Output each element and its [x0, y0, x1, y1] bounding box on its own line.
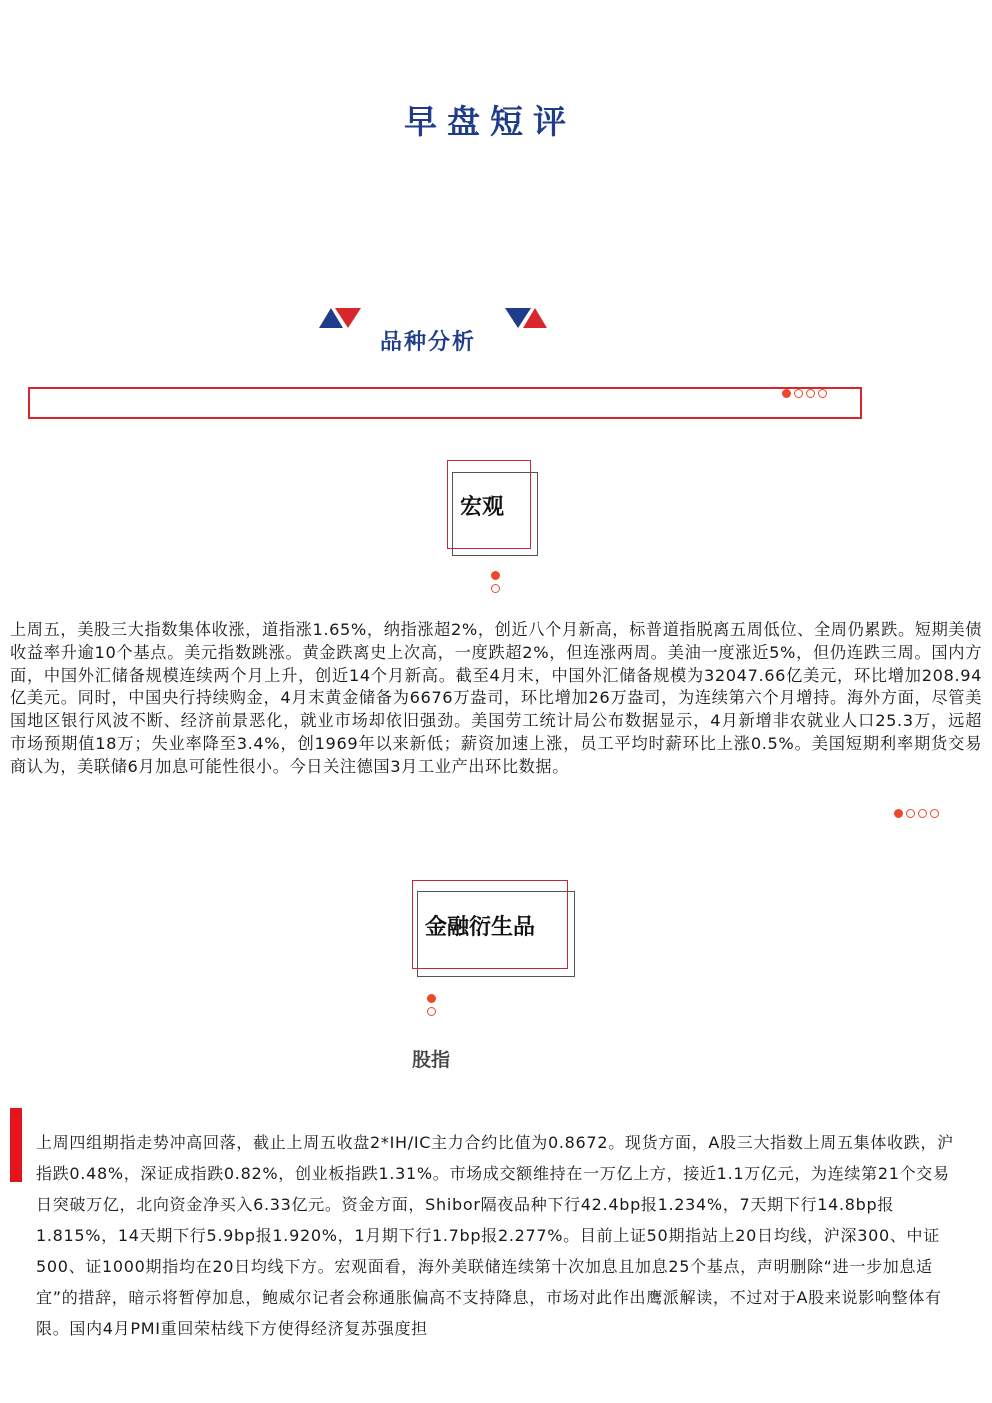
section-divider-bar	[28, 387, 862, 419]
derivatives-dots-icon	[427, 994, 436, 1016]
stock-index-paragraph: 上周四组期指走势冲高回落，截止上周五收盘2*IH/IC主力合约比值为0.8672。现货方面，A股三大指数上周五集体收跌，沪指跌0.48%，深证成指跌0.82%，创业板指跌1.31%。市场成交额维持在一万亿上方，接近1.1万亿元，为连续第21个交易日突破万亿，北向资金净买入6.33亿元。资金方面，Shibor隔夜品种下行42.4bp报1.234%，7天期下行14.8bp报1.815%，14天期下行5.9bp报1.920%，1月期下行1.7bp报2.277%。目前上证50期指站上20日均线，沪深300、中证500、证1000期指均在20日均线下方。宏观面看，海外美联储连续第十次加息且加息25个基点，声明删除“进一步加息适宜”的措辞，暗示将暂停加息，鲍威尔记者会称通胀偏高不支持降息，市场对此作出鹰派解读，不过对于A股来说影响整体有限。国内4月PMI重回荣枯线下方使得经济复苏强度担	[36, 1133, 954, 1338]
section-title: 品种分析	[380, 330, 477, 355]
macro-paragraph: 上周五，美股三大指数集体收涨，道指涨1.65%，纳指涨超2%，创近八个月新高，标普道指脱离五周低位、全周仍累跌。短期美债收益率升逾10个基点。美元指数跳涨。黄金跌离史上次高，一度跌超2%，但连涨两周。美油一度涨近5%，但仍连跌三周。国内方面，中国外汇储备规模连续两个月上升，创近14个月新高。截至4月末，中国外汇储备规模为32047.66亿美元，环比增加208.94亿美元。同时，中国央行持续购金，4月末黄金储备为6676万盎司，环比增加26万盎司，为连续第六个月增持。海外方面，尽管美国地区银行风波不断、经济前景恶化，就业市场却依旧强劲。美国劳工统计局公布数据显示，4月新增非农就业人口25.3万，远超市场预期值18万；失业率降至3.4%，创1969年以来新低；薪资加速上涨，员工平均时薪环比上涨0.5%。美国短期利率期货交易商认为，美联储6月加息可能性很小。今日关注德国3月工业产出环比数据。	[10, 620, 982, 776]
paragraph-accent-bar	[10, 1108, 22, 1182]
derivatives-label: 金融衍生品	[425, 915, 536, 940]
page-title: 早盘短评	[404, 102, 576, 141]
stock-index-title: 股指	[412, 1049, 451, 1071]
divider-dots-icon	[782, 389, 827, 398]
macro-label: 宏观	[460, 495, 505, 520]
paragraph-end-dots-icon	[894, 809, 939, 818]
macro-dots-icon	[491, 571, 500, 593]
